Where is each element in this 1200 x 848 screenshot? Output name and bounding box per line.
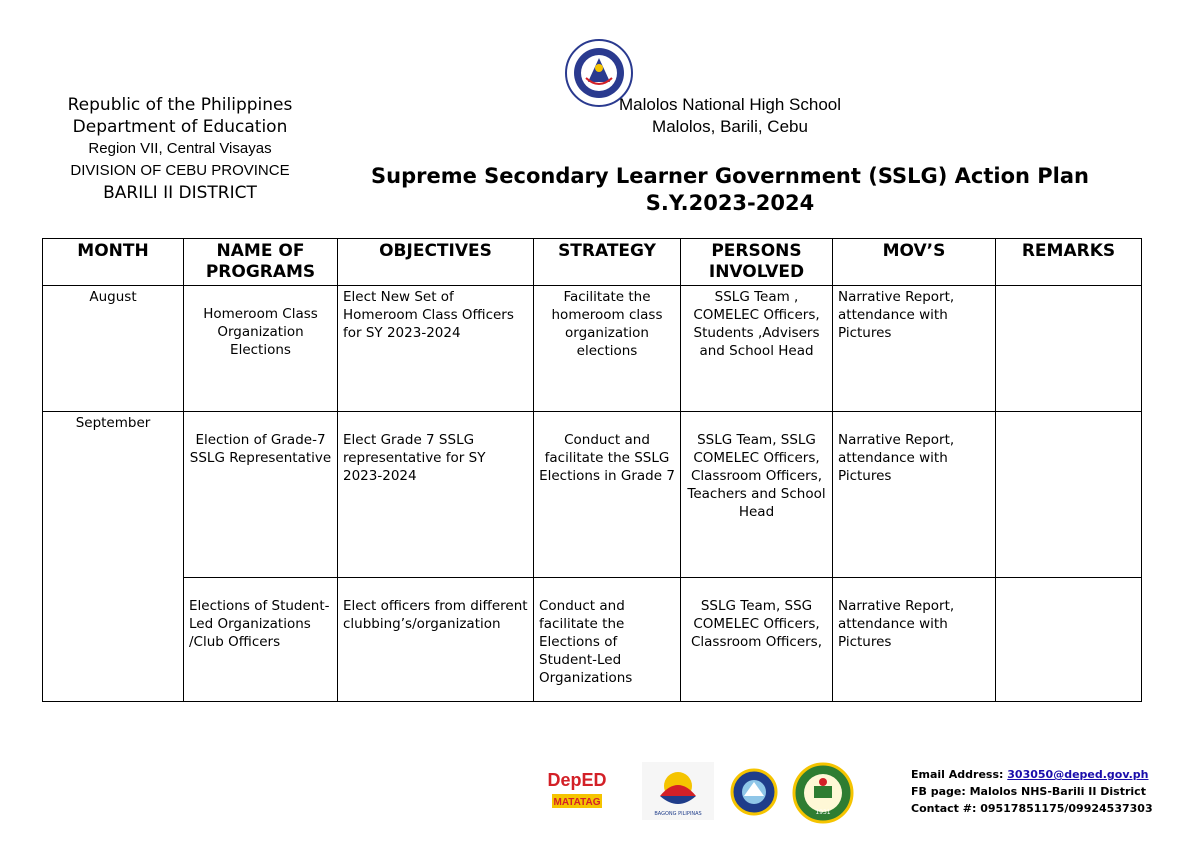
school-name: Malolos National High School <box>618 95 842 114</box>
remarks-cell <box>996 412 1142 578</box>
division-line: DIVISION OF CEBU PROVINCE <box>70 162 290 179</box>
strategy-text: Conduct and facilitate the SSLG Elections in Grade 7 <box>539 432 675 484</box>
left-letterhead <box>30 94 330 204</box>
bagong-pilipinas-text: BAGONG PILIPINAS <box>654 811 702 817</box>
school-seal-year: 1931 <box>815 809 831 816</box>
email-link[interactable]: 303050@deped.gov.ph <box>1007 768 1149 781</box>
region-line: Region VII, Central Visayas <box>88 140 272 157</box>
persons-cell <box>681 578 833 702</box>
remarks-cell <box>996 286 1142 412</box>
program-text: Homeroom Class Organization Elections <box>203 306 318 358</box>
contact-number: Contact #: 09517851175/09924537303 <box>911 802 1153 815</box>
header-month: MONTH <box>43 239 184 286</box>
deped-logo-text: DepED <box>547 770 607 790</box>
objectives-text: Elect officers from different clubbing’s/organization <box>343 598 528 632</box>
header-programs: NAME OF PROGRAMS <box>184 239 338 286</box>
month-cell <box>43 578 184 702</box>
persons-text: SSLG Team, SSG COMELEC Officers, Classroom Officers, <box>690 598 822 650</box>
header-persons: PERSONS INVOLVED <box>681 239 833 286</box>
persons-cell <box>681 412 833 578</box>
table-row <box>43 578 1142 702</box>
document-title <box>330 163 1130 217</box>
strategy-text: Conduct and facilitate the Elections of Student-Led Organizations <box>539 598 633 686</box>
deped-matatag-logo <box>546 762 608 820</box>
mov-text: Narrative Report, attendance with Pictures <box>838 598 955 650</box>
school-letterhead <box>540 94 920 138</box>
district-line: BARILI II DISTRICT <box>103 183 257 203</box>
program-text: Elections of Student-Led Organizations /Club Officers <box>189 598 330 650</box>
header-remarks: REMARKS <box>996 239 1142 286</box>
table-header-row <box>43 239 1142 286</box>
contact-block <box>911 766 1153 817</box>
mov-cell <box>833 578 996 702</box>
program-text: Election of Grade-7 SSLG Representative <box>189 432 332 466</box>
objectives-cell <box>338 578 534 702</box>
objectives-cell: Elect New Set of Homeroom Class Officers for SY 2023-2024 <box>338 286 534 412</box>
table-row <box>43 286 1142 412</box>
republic-line: Republic of the Philippines <box>67 95 293 115</box>
mov-text: Narrative Report, attendance with Pictures <box>838 432 955 484</box>
division-seal <box>730 762 778 820</box>
email-label: Email Address: <box>911 768 1004 781</box>
program-cell <box>184 578 338 702</box>
header-strategy: STRATEGY <box>534 239 681 286</box>
matatag-logo-text: MATATAG <box>553 797 601 808</box>
strategy-cell: Facilitate the homeroom class organization elections <box>534 286 681 412</box>
school-address: Malolos, Barili, Cebu <box>652 117 808 136</box>
month-cell: September <box>43 412 184 578</box>
month-cell: August <box>43 286 184 412</box>
objectives-cell <box>338 412 534 578</box>
department-line: Department of Education <box>72 117 288 137</box>
school-seal <box>792 762 854 820</box>
program-cell <box>184 286 338 412</box>
mov-cell: Narrative Report, attendance with Pictures <box>833 286 996 412</box>
email-row <box>911 766 1153 783</box>
strategy-cell <box>534 578 681 702</box>
objectives-text: Elect Grade 7 SSLG representative for SY 2023-2024 <box>343 432 486 484</box>
table-row <box>43 412 1142 578</box>
bagong-pilipinas-logo <box>642 762 714 820</box>
strategy-cell <box>534 412 681 578</box>
persons-cell: SSLG Team , COMELEC Officers, Students ,Advisers and School Head <box>681 286 833 412</box>
mov-cell <box>833 412 996 578</box>
program-cell <box>184 412 338 578</box>
fb-page: FB page: Malolos NHS-Barili II District <box>911 785 1146 798</box>
header-movs: MOV’S <box>833 239 996 286</box>
school-year: S.Y.2023-2024 <box>645 191 815 215</box>
persons-text: SSLG Team, SSLG COMELEC Officers, Classroom Officers, Teachers and School Head <box>687 432 826 520</box>
title-line: Supreme Secondary Learner Government (SSLG) Action Plan <box>371 164 1089 188</box>
header-objectives: OBJECTIVES <box>338 239 534 286</box>
remarks-cell <box>996 578 1142 702</box>
action-plan-table <box>42 238 1142 702</box>
